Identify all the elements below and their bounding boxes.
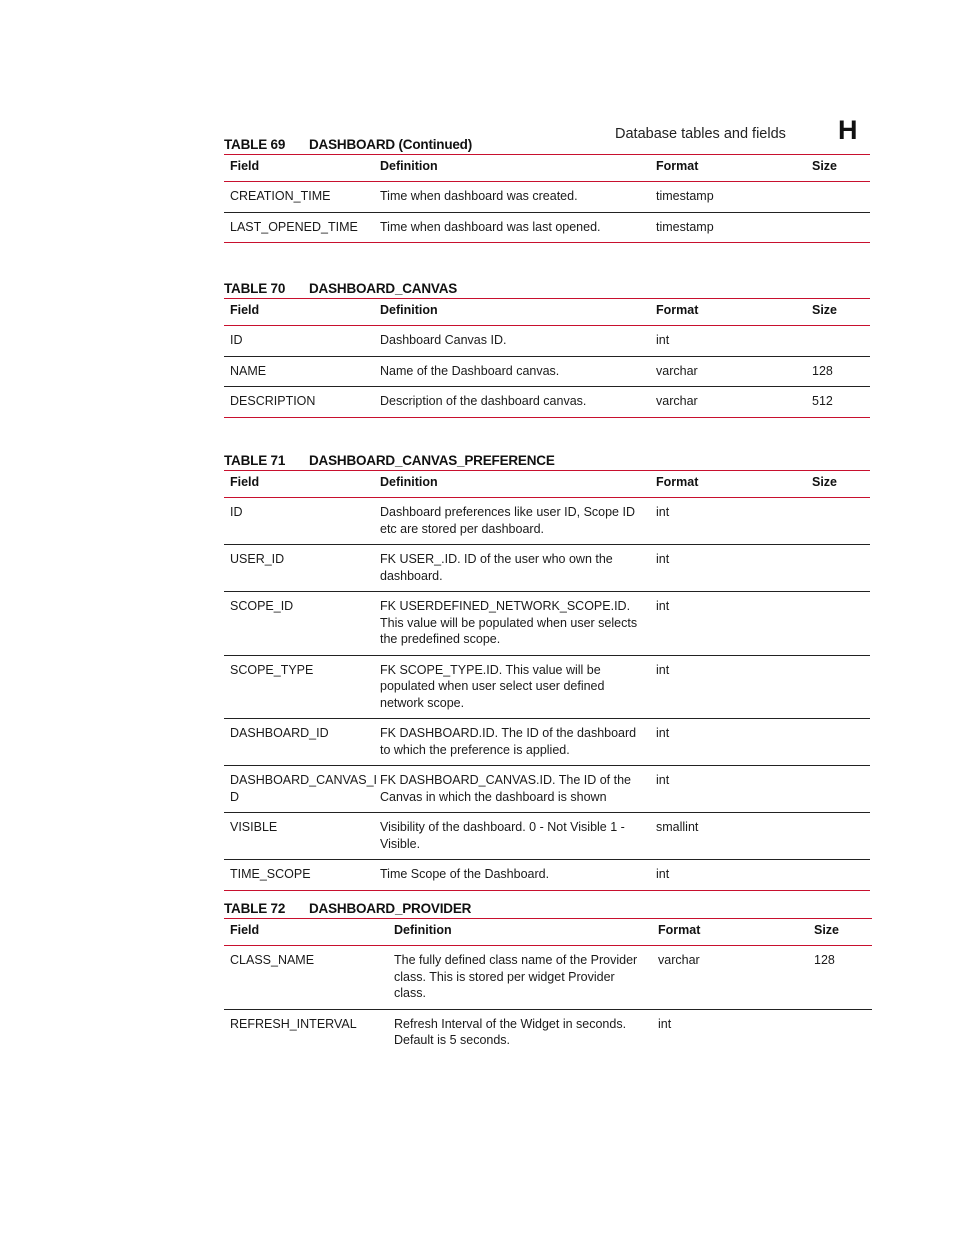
table-number: TABLE 69 — [224, 136, 286, 152]
size-cell — [812, 655, 870, 719]
table-caption — [224, 134, 870, 154]
column-header-size: Size — [814, 919, 872, 946]
definition-cell: Time when dashboard was last opened. — [374, 212, 650, 243]
table-row — [224, 182, 870, 213]
column-header-definition: Definition — [374, 155, 650, 182]
table-row — [224, 946, 872, 1010]
column-header-definition: Definition — [374, 471, 650, 498]
table-row — [224, 860, 870, 891]
table-number: TABLE 71 — [224, 452, 286, 468]
table-row — [224, 387, 870, 418]
table-name: DASHBOARD (Continued) — [309, 136, 473, 152]
table-number: TABLE 70 — [224, 280, 286, 296]
format-cell: int — [650, 766, 812, 813]
definition-cell: FK DASHBOARD.ID. The ID of the dashboard to which the preference is applied. — [374, 719, 650, 766]
table-72 — [224, 898, 872, 1056]
table-number: TABLE 72 — [224, 900, 286, 916]
data-table — [224, 298, 870, 418]
format-cell: int — [650, 545, 812, 592]
appendix-letter: H — [838, 115, 858, 145]
column-header-format: Format — [650, 471, 812, 498]
definition-cell: Time Scope of the Dashboard. — [374, 860, 650, 891]
size-cell — [812, 860, 870, 891]
size-cell: 128 — [814, 946, 872, 1010]
size-cell — [812, 545, 870, 592]
definition-cell: Dashboard Canvas ID. — [374, 326, 650, 357]
table-caption — [224, 278, 870, 298]
format-cell: varchar — [650, 387, 812, 418]
size-cell — [812, 182, 870, 213]
table-row — [224, 592, 870, 656]
column-header-format: Format — [652, 919, 814, 946]
format-cell: timestamp — [650, 212, 812, 243]
table-row — [224, 326, 870, 357]
table-70 — [224, 278, 870, 418]
definition-cell: The fully defined class name of the Provider class. This is stored per widget Provider class. — [388, 946, 652, 1010]
header-row — [224, 471, 870, 498]
format-cell: timestamp — [650, 182, 812, 213]
field-cell: ID — [224, 498, 374, 545]
table-caption — [224, 898, 872, 918]
size-cell — [812, 326, 870, 357]
definition-cell: FK SCOPE_TYPE.ID. This value will be populated when user select user defined network scope. — [374, 655, 650, 719]
table-row — [224, 655, 870, 719]
field-cell: ID — [224, 326, 374, 357]
format-cell: smallint — [650, 813, 812, 860]
size-cell — [814, 1009, 872, 1056]
size-cell: 128 — [812, 356, 870, 387]
format-cell: int — [650, 326, 812, 357]
table-caption — [224, 450, 870, 470]
size-cell: 512 — [812, 387, 870, 418]
table-name: DASHBOARD_PROVIDER — [309, 900, 472, 916]
definition-cell: FK DASHBOARD_CANVAS.ID. The ID of the Canvas in which the dashboard is shown — [374, 766, 650, 813]
field-cell: VISIBLE — [224, 813, 374, 860]
column-header-size: Size — [812, 155, 870, 182]
column-header-definition: Definition — [374, 299, 650, 326]
column-header-format: Format — [650, 155, 812, 182]
format-cell: int — [650, 860, 812, 891]
field-cell: TIME_SCOPE — [224, 860, 374, 891]
format-cell: varchar — [652, 946, 814, 1010]
format-cell: int — [650, 655, 812, 719]
format-cell: int — [658, 1016, 672, 1031]
definition-cell: FK USER_.ID. ID of the user who own the dashboard. — [374, 545, 650, 592]
table-row — [224, 719, 870, 766]
definition-cell: Refresh Interval of the Widget in seconds. Default is 5 seconds. — [394, 1016, 627, 1047]
definition-cell: Dashboard preferences like user ID, Scope ID etc are stored per dashboard. — [374, 498, 650, 545]
format-cell: int — [650, 498, 812, 545]
field-cell: DASHBOARD_CANVAS_I D — [224, 766, 374, 813]
field-cell: USER_ID — [224, 545, 374, 592]
definition-cell: Name of the Dashboard canvas. — [374, 356, 650, 387]
size-cell — [812, 498, 870, 545]
field-cell: DASHBOARD_ID — [224, 719, 374, 766]
size-cell — [812, 212, 870, 243]
size-cell — [812, 719, 870, 766]
table-name: DASHBOARD_CANVAS — [309, 280, 458, 296]
size-cell — [812, 813, 870, 860]
section-title: Database tables and fields — [615, 126, 786, 142]
column-header-format: Format — [650, 299, 812, 326]
definition-cell: FK USERDEFINED_NETWORK_SCOPE.ID. This value will be populated when user selects the predefined scope. — [374, 592, 650, 656]
size-cell — [812, 766, 870, 813]
table-row — [224, 1009, 872, 1056]
size-cell — [812, 592, 870, 656]
data-table — [224, 918, 872, 1056]
field-cell: SCOPE_ID — [224, 592, 374, 656]
column-header-size: Size — [812, 471, 870, 498]
table-row — [224, 498, 870, 545]
format-cell: int — [650, 592, 812, 656]
table-row — [224, 766, 870, 813]
column-header-field: Field — [224, 919, 388, 946]
column-header-field: Field — [224, 471, 374, 498]
column-header-field: Field — [224, 155, 374, 182]
table-row — [224, 545, 870, 592]
data-table — [224, 154, 870, 243]
format-cell: int — [650, 719, 812, 766]
format-cell: varchar — [650, 356, 812, 387]
field-cell: SCOPE_TYPE — [224, 655, 374, 719]
data-table — [224, 470, 870, 891]
field-cell: REFRESH_INTERVAL — [230, 1016, 357, 1031]
field-cell: LAST_OPENED_TIME — [224, 212, 374, 243]
table-name: DASHBOARD_CANVAS_PREFERENCE — [309, 452, 555, 468]
table-row — [224, 356, 870, 387]
field-cell: CREATION_TIME — [224, 182, 374, 213]
field-cell: DESCRIPTION — [224, 387, 374, 418]
column-header-definition: Definition — [388, 919, 652, 946]
definition-cell: Description of the dashboard canvas. — [374, 387, 650, 418]
table-row — [224, 813, 870, 860]
column-header-field: Field — [224, 299, 374, 326]
header-row — [224, 155, 870, 182]
definition-cell: Time when dashboard was created. — [374, 182, 650, 213]
table-71 — [224, 450, 870, 891]
table-69 — [224, 134, 870, 243]
field-cell: NAME — [224, 356, 374, 387]
definition-cell: Visibility of the dashboard. 0 - Not Visible 1 - Visible. — [374, 813, 650, 860]
field-cell: CLASS_NAME — [224, 946, 388, 1010]
table-row — [224, 212, 870, 243]
column-header-size: Size — [812, 299, 870, 326]
header-row — [224, 919, 872, 946]
header-row — [224, 299, 870, 326]
